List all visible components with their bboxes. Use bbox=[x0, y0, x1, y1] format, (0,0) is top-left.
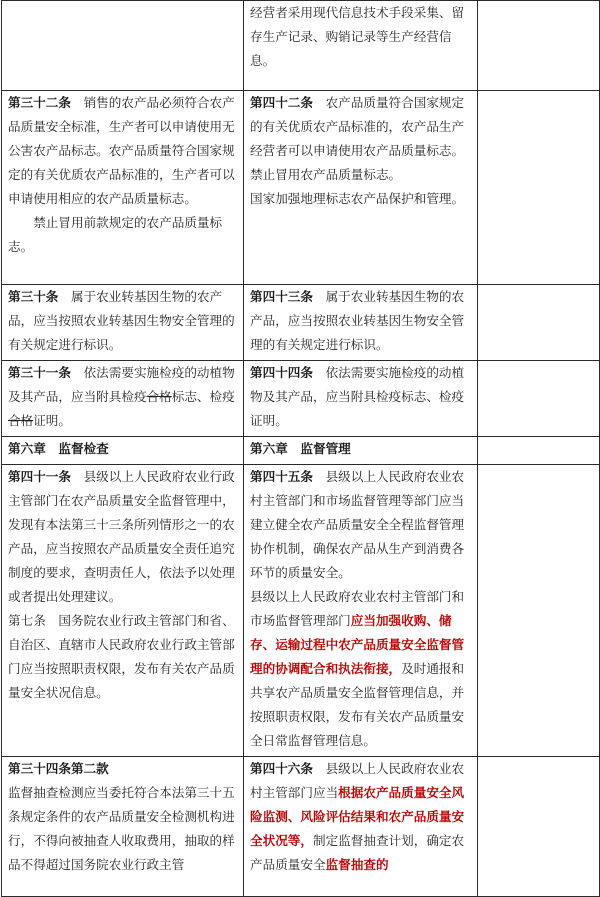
article-paragraph bbox=[8, 757, 237, 781]
article-text: 属于农业转基因生物的农产品，应当按照农业转基因生物安全管理的有关规定进行标识。 bbox=[250, 289, 465, 352]
table-row bbox=[2, 285, 600, 361]
new-law-cell bbox=[244, 91, 478, 285]
article-number: 第四十五条 bbox=[250, 469, 313, 484]
article-paragraph bbox=[250, 91, 471, 187]
table-row bbox=[2, 361, 600, 437]
article-paragraph bbox=[8, 609, 237, 705]
notes-cell bbox=[478, 1, 600, 91]
article-paragraph: 第四十六条 县级以上人民政府农业农村主管部门应当根据农产品质量安全风险监测、风险评估结果和农产品质量安全状况等，制定监督抽查计划，确定农产品质量安全监督抽查的 bbox=[250, 761, 465, 872]
chapter-heading-row bbox=[2, 437, 600, 465]
article-number: 第四十六条 bbox=[250, 761, 313, 776]
old-law-cell bbox=[2, 361, 244, 437]
article-paragraph bbox=[8, 465, 237, 609]
article-number: 第三十二条 bbox=[8, 95, 71, 110]
new-law-cell bbox=[244, 437, 478, 465]
article-text: 属于农业转基因生物的农产品，应当按照农业转基因生物安全管理的有关规定进行标识。 bbox=[8, 289, 235, 352]
new-law-cell bbox=[244, 285, 478, 361]
article-paragraph bbox=[8, 285, 237, 357]
article-paragraph: 县级以上人民政府农业农村主管部门和市场监督管理部门应当加强收购、储存、运输过程中农产品质量安全监督管理的协调配合和执法衔接，及时通报和共享农产品质量安全监督管理信息，并按照职责权限，发布有关农产品质量安全日常监督管理信息。 bbox=[250, 589, 465, 748]
article-number: 第四十四条 bbox=[250, 365, 313, 380]
highlighted-new-text: 根据农产品质量安全风险监测、风险评估结果和农产品质量安全状况等， bbox=[250, 785, 465, 848]
article-text: 国务院农业行政主管部门和省、自治区、直辖市人民政府农业行政主管部门应当按照职责权限，发布有关农产品质量安全状况信息。 bbox=[8, 613, 235, 700]
article-text: 县级以上人民政府农业农村主管部门和市场监督管理等部门应当建立健全农产品质量安全全程监督管理协作机制，确保农产品从生产到消费各环节的质量安全。 bbox=[250, 469, 465, 580]
deleted-text: 合格 bbox=[146, 389, 172, 404]
table-row bbox=[2, 91, 600, 285]
article-number: 第七条 bbox=[8, 613, 46, 628]
article-paragraph: 第三十一条 依法需要实施检疫的动植物及其产品，应当附具检疫合格标志、检疫合格证明。 bbox=[8, 365, 235, 428]
article-paragraph: 监督抽查检测应当委托符合本法第三十五条规定条件的农产品质量安全检测机构进行，不得向被抽查人收取费用，抽取的样品不得超过国务院农业行政主管 bbox=[8, 785, 235, 872]
highlighted-new-text: 应当加强收购、储存、运输过程中农产品质量安全监督管理的协调配合和执法衔接， bbox=[250, 613, 465, 676]
article-number: 第四十一条 bbox=[8, 469, 71, 484]
chapter-heading: 第六章 监督检查 bbox=[8, 441, 109, 456]
notes-cell bbox=[478, 91, 600, 285]
article-paragraph bbox=[250, 465, 471, 585]
article-number: 第三十四条第二款 bbox=[8, 761, 109, 776]
article-text: 依法需要实施检疫的动植物及其产品，应当附具检疫标志、检疫证明。 bbox=[250, 365, 465, 428]
new-law-cell bbox=[244, 757, 478, 897]
article-paragraph bbox=[250, 285, 471, 357]
article-text: 经营者采用现代信息技术手段采集、留存生产记录、购销记录等生产经营信息。 bbox=[250, 5, 465, 68]
notes-cell bbox=[478, 757, 600, 897]
article-number: 第四十二条 bbox=[250, 95, 313, 110]
deleted-text: 合格 bbox=[8, 413, 34, 428]
new-law-cell bbox=[244, 361, 478, 437]
chapter-heading: 第六章 监督管理 bbox=[250, 441, 351, 456]
table-row bbox=[2, 465, 600, 757]
article-number: 第三十条 bbox=[8, 289, 59, 304]
new-law-cell bbox=[244, 1, 478, 91]
law-comparison-table bbox=[1, 0, 600, 897]
article-paragraph: 禁止冒用前款规定的农产品质量标志。 bbox=[8, 215, 223, 254]
notes-cell bbox=[478, 361, 600, 437]
notes-cell bbox=[478, 437, 600, 465]
old-law-cell bbox=[2, 757, 244, 897]
article-number: 第四十三条 bbox=[250, 289, 313, 304]
old-law-cell bbox=[2, 465, 244, 757]
article-text: 农产品质量符合国家规定的有关优质农产品标准的，农产品生产经营者可以申请使用农产品质量标志。禁止冒用农产品质量标志。 bbox=[250, 95, 465, 182]
article-text: 销售的农产品必须符合农产品质量安全标准，生产者可以申请使用无公害农产品标志。农产品质量符合国家规定的有关优质农产品标准的，生产者可以申请使用相应的农产品质量标志。 bbox=[8, 95, 235, 206]
highlighted-new-text: 监督抽查的 bbox=[325, 857, 389, 872]
old-law-cell bbox=[2, 1, 244, 91]
table-row bbox=[2, 1, 600, 91]
article-text: 县级以上人民政府农业行政主管部门在农产品质量安全监督管理中，发现有本法第三十三条所列情形之一的农产品，应当按照农产品质量安全责任追究制度的要求，查明责任人，依法予以处理或者提出处理建议。 bbox=[8, 469, 235, 604]
new-law-cell bbox=[244, 465, 478, 757]
article-number: 第三十一条 bbox=[8, 365, 71, 380]
article-paragraph bbox=[8, 91, 237, 211]
table-row bbox=[2, 757, 600, 897]
notes-cell bbox=[478, 285, 600, 361]
old-law-cell bbox=[2, 91, 244, 285]
article-paragraph bbox=[250, 361, 471, 433]
article-paragraph: 国家加强地理标志农产品保护和管理。 bbox=[250, 191, 465, 206]
old-law-cell bbox=[2, 437, 244, 465]
old-law-cell bbox=[2, 285, 244, 361]
notes-cell bbox=[478, 465, 600, 757]
